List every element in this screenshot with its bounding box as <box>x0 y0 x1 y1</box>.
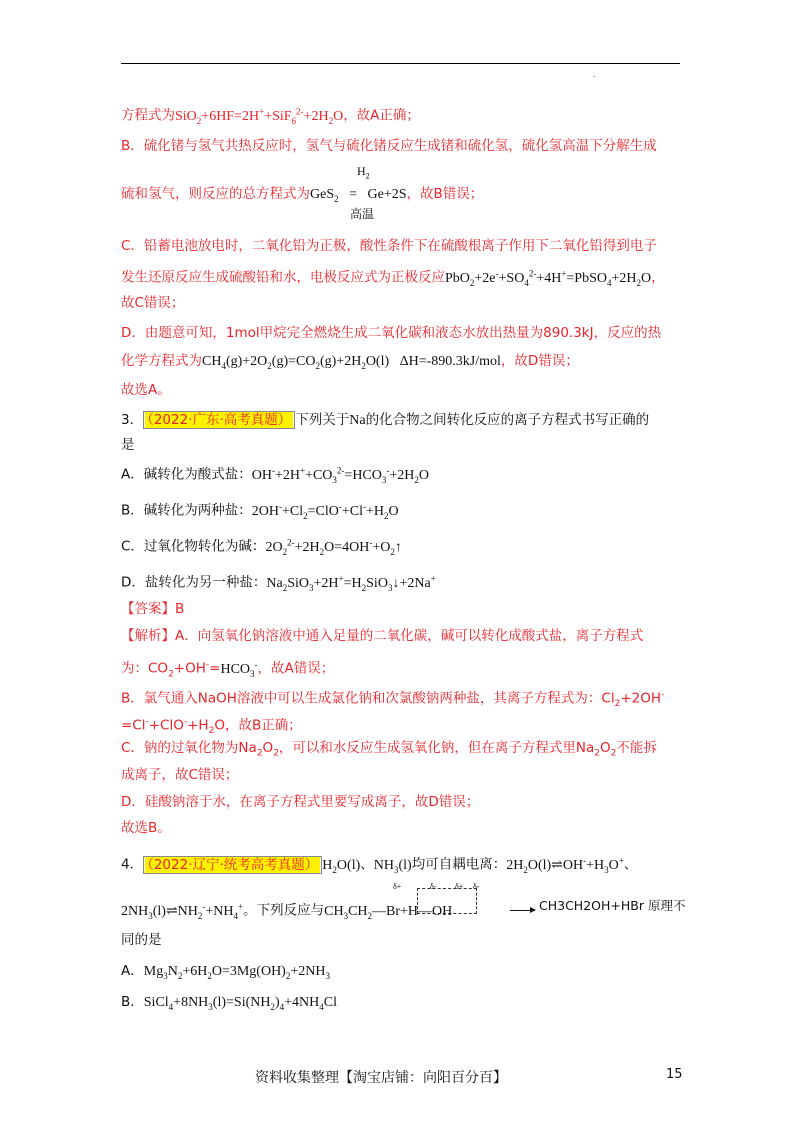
text-line: 同的是 <box>121 932 162 948</box>
analysis-line: D．硅酸钠溶于水，在离子方程式里要写成离子，故D错误； <box>121 794 480 810</box>
analysis-line: $=Cl^-+ClO^-+H_2O$，故B正确； <box>121 717 302 737</box>
text-line: $2NH_3(l)\rightleftharpoons NH_2^-+NH_4^+$。下列反应与$CH_3CH_2—Br+H—OH$ <box>121 901 453 921</box>
text-line: CH3CH2OH+HBr 原理不 <box>539 898 686 913</box>
delta-label: δ- <box>473 882 480 891</box>
header-mark: . <box>593 70 596 79</box>
text-line: B．硫化锗与氢气共热反应时，氢气与硫化锗反应生成锗和硫化氢，硫化氢高温下分解生成 <box>121 138 657 154</box>
condition-label: 高温 <box>350 207 375 221</box>
answer-label: 【答案】B <box>121 601 185 617</box>
question-3-stem: 3． （2022·广东·高考真题） 下列关于Na的化合物之间转化反应的离子方程式书写正确的 <box>121 412 650 428</box>
analysis-line: 为：$CO_2+OH^-=HCO_3^-$，故A错误； <box>121 659 335 680</box>
text-line: D．由题意可知，1mol甲烷完全燃烧生成二氧化碳和液态水放出热量为890.3kJ，反应的热 <box>121 325 662 341</box>
reaction-arrowhead <box>530 907 536 913</box>
option-d: D．盐转化为另一种盐：$Na_2SiO_3+2H^+=H_2SiO_3↓+2Na^+$ <box>121 573 436 593</box>
page-number: 15 <box>666 1067 683 1082</box>
text-line: 化学方程式为$CH_4(g)+2O_2(g)=CO_2(g)+2H_2O(l)$ ΔH=-890.3kJ/mol，故D错误； <box>121 353 579 371</box>
delta-label: δ+ <box>393 882 402 891</box>
option-c: C．过氧化物转化为碱：$2O_2^{2-}+2H_2O=4OH^-+O_2↑$ <box>121 537 402 557</box>
text-line: 发生还原反应生成硫酸铅和水，电极反应式为正极反应$PbO_2+2e^-+SO_4^{2-}+4H^+=PbSO_4+2H_2O$， <box>121 268 665 288</box>
analysis-line: 成离子，故C错误； <box>121 767 239 783</box>
footer-text: 资料收集整理【淘宝店铺：向阳百分百】 <box>255 1070 507 1086</box>
analysis-line: 故选B。 <box>121 820 171 836</box>
question-4-stem: 4． （2022·辽宁·统考高考真题） $H_2O(l)$、$NH_3(l)$均可自耦电离：$2H_2O(l)\rightleftharpoons OH^-+H_3O^+$、 <box>121 855 638 875</box>
text-line: 故选A。 <box>121 382 171 398</box>
text-line: C．铅蓄电池放电时，二氧化铅为正极，酸性条件下在硫酸根离子作用下二氧化铅得到电子 <box>121 238 657 254</box>
analysis-line: B．氯气通入NaOH溶液中可以生成氯化钠和次氯酸钠两种盐，其离子方程式为：$Cl_2+2OH^-$ <box>121 690 665 710</box>
text-line: 是 <box>121 437 135 453</box>
text-line: 故C错误； <box>121 295 185 311</box>
analysis-line: 【解析】A．向氢氧化钠溶液中通入足量的二氧化碳，碱可以转化成酸式盐，离子方程式 <box>121 628 644 644</box>
text-line: 硫和氢气，则反应的总方程式为GeS$_2$ = Ge+2S，故B错误； <box>121 186 484 204</box>
text-line: 方程式为$SiO_2+6HF=2H^++SiF_6^{2-}+2H_2O$，故A正确； <box>121 106 420 126</box>
reaction-arrow <box>510 910 532 911</box>
option-b: B．$SiCl_4+8NH_3(l)=Si(NH_2)_4+4NH_4Cl$ <box>121 994 337 1012</box>
option-b: B．碱转化为两种盐：$2OH^-+Cl_2=ClO^-+Cl^-+H_2O$ <box>121 501 399 521</box>
header-rule <box>121 63 680 64</box>
delta-label: δ+ <box>455 882 464 891</box>
delta-label: δ- <box>430 882 437 891</box>
condition-label: $H_2$ <box>357 164 370 181</box>
option-a: A．碱转化为酸式盐：$OH^-+2H^++CO_3^{2-}=HCO_3^-+2H_2O$ <box>121 465 430 485</box>
analysis-line: C．钠的过氧化物为$Na_2O_2$，可以和水反应生成氢氧化钠，但在离子方程式里$Na_2O_2$不能拆 <box>121 740 657 759</box>
option-a: A．$Mg_3N_2+6H_2O=3Mg(OH)_2+2NH_3$ <box>121 963 330 981</box>
